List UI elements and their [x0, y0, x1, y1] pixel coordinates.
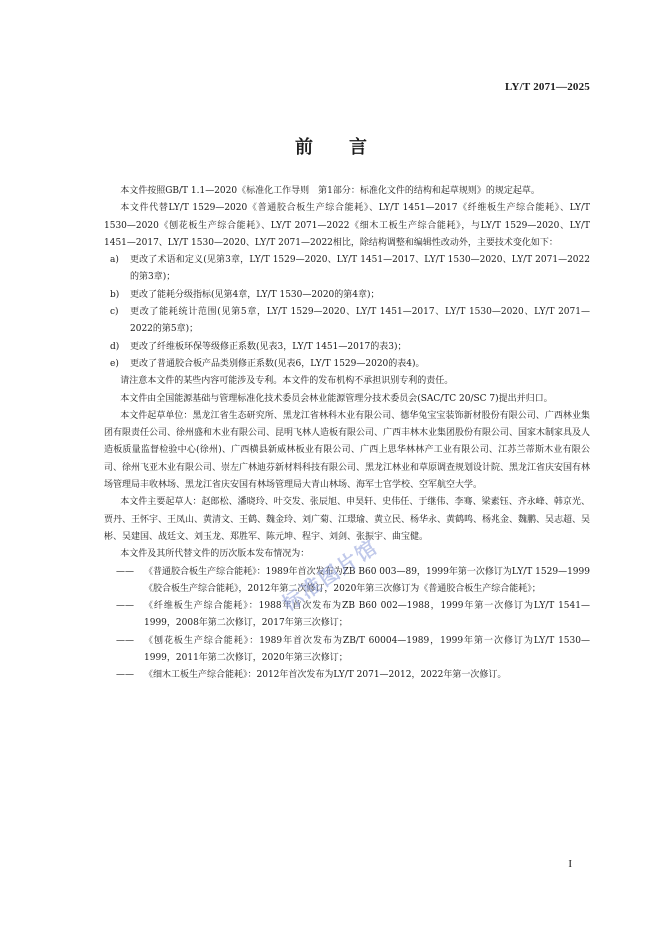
history-text: 《纤维板生产综合能耗》：1988年首次发布为ZB B60 002—1988，1999年第一次修订为LY/T 1541—1999，2008年第二次修订，2017年第三次修订；: [144, 601, 590, 629]
change-item-text: 更改了能耗分级指标(见第4章，LY/T 1530—2020的第4章)；: [130, 289, 380, 300]
drafters-paragraph: 本文件主要起草人：赵郎松、潘晓玲、叶交发、张辰旭、申昊轩、史伟任、于继伟、李骞、梁素钰、齐永峰、韩京光、贾丹、王怀宇、王凤山、黄清文、王鹤、魏金玲、刘广菊、江璟瑜、黄立民、杨华永、黄鹤鸣、杨兆金、魏鹏、吴志超、吴彬、吴建国、战廷文、刘玉龙、郑胜军、陈元坤、程宇、刘剑、张振宇、曲宝健。: [104, 497, 591, 542]
history-dash: ——: [116, 670, 134, 681]
history-text: 《细木工板生产综合能耗》：2012年首次发布为LY/T 2071—2012，2022年第一次修订。: [144, 670, 507, 681]
history-text: 《普通胶合板生产综合能耗》：1989年首次发布为ZB B60 003—89，1999年第一次修订为LY/T 1529—1999《胶合板生产综合能耗》，2012年第二次修订，2020年第三次修订为《普通胶合板生产综合能耗》；: [144, 566, 590, 594]
change-item-text: 更改了普通胶合板产品类别修正系数(见表6，LY/T 1529—2020的表4)。: [130, 358, 425, 369]
change-item-label: e): [110, 358, 119, 369]
change-item: [104, 356, 590, 373]
change-item-label: b): [110, 289, 120, 300]
history-item: [104, 598, 590, 633]
change-item: [104, 304, 590, 339]
history-intro-paragraph: 本文件及其所代替文件的历次版本发布情况为：: [120, 549, 310, 560]
foreword-body: [104, 183, 590, 685]
change-item-text: 更改了能耗统计范围(见第5章，LY/T 1529—2020、LY/T 1451—2017、LY/T 1530—2020、LY/T 2071—2022的第5章)；: [130, 307, 590, 335]
history-dash: ——: [116, 566, 134, 577]
change-item-label: a): [110, 255, 119, 266]
replacement-paragraph: 本文件代替LY/T 1529—2020《普通胶合板生产综合能耗》、LY/T 1451—2017《纤维板生产综合能耗》、LY/T 1530—2020《刨花板生产综合能耗》、LY/T 2071—2022《细木工板生产综合能耗》，与LY/T 1529—2020、LY/T 1451—2017、LY/T 1530—2020、LY/T 2071—2022相比，除结构调整和编辑性改动外，主要技术变化如下：: [104, 203, 590, 248]
change-item: [104, 339, 590, 356]
standard-code-header: LY/T 2071—2025: [504, 81, 590, 93]
page-title: 前言: [295, 137, 403, 158]
history-dash: ——: [116, 635, 134, 646]
history-item: [104, 633, 590, 668]
change-item-label: d): [110, 341, 120, 352]
change-item: [104, 252, 590, 287]
drafting-rules-paragraph: 本文件按照GB/T 1.1—2020《标准化工作导则 第1部分：标准化文件的结构和起草规则》的规定起草。: [120, 186, 540, 196]
watermark-text: 标准图片馆: [277, 534, 383, 616]
change-item-text: 更改了纤维板环保等级修正系数(见表3，LY/T 1451—2017的表3)；: [130, 341, 407, 352]
history-text: 《刨花板生产综合能耗》：1989年首次发布为ZB/T 60004—1989，1999年第一次修订为LY/T 1530—1999，2011年第二次修订，2020年第三次修订；: [144, 635, 590, 664]
patent-note-paragraph: 请注意本文件的某些内容可能涉及专利。本文件的发布机构不承担识别专利的责任。: [120, 376, 454, 387]
history-item: [104, 667, 590, 684]
page-number: I: [568, 858, 572, 870]
change-item-label: c): [110, 307, 119, 318]
history-dash: ——: [116, 601, 134, 612]
change-item: [104, 287, 590, 304]
proposer-paragraph: 本文件由全国能源基础与管理标准化技术委员会林业能源管理分技术委员会(SAC/TC 20/SC 7)提出并归口。: [120, 393, 553, 404]
history-item: [104, 564, 590, 599]
change-item-text: 更改了术语和定义(见第3章，LY/T 1529—2020、LY/T 1451—2017、LY/T 1530—2020、LY/T 2071—2022的第3章)；: [130, 255, 590, 283]
drafting-units-paragraph: 本文件起草单位：黑龙江省生态研究所、黑龙江省林科木业有限公司、德华兔宝宝装饰新材股份有限公司、广西林业集团有限责任公司、徐州盛和木业有限公司、昆明飞林人造板有限公司、广西丰林木业集团股份有限公司、国家木制家具及人造板质量监督检验中心(徐州)、广西横县新威林板业有限公司、广西上思华林林产工业有限公司、江苏兰蒂斯木业有限公司、徐州飞亚木业有限公司、崇左广林迪芬新材料科技有限公司、黑龙江林业和草原调查规划设计院、黑龙江省庆安国有林场管理局丰收林场、黑龙江省庆安国有林场管理局大青山林场、海军士官学校、空军航空大学。: [104, 410, 591, 491]
